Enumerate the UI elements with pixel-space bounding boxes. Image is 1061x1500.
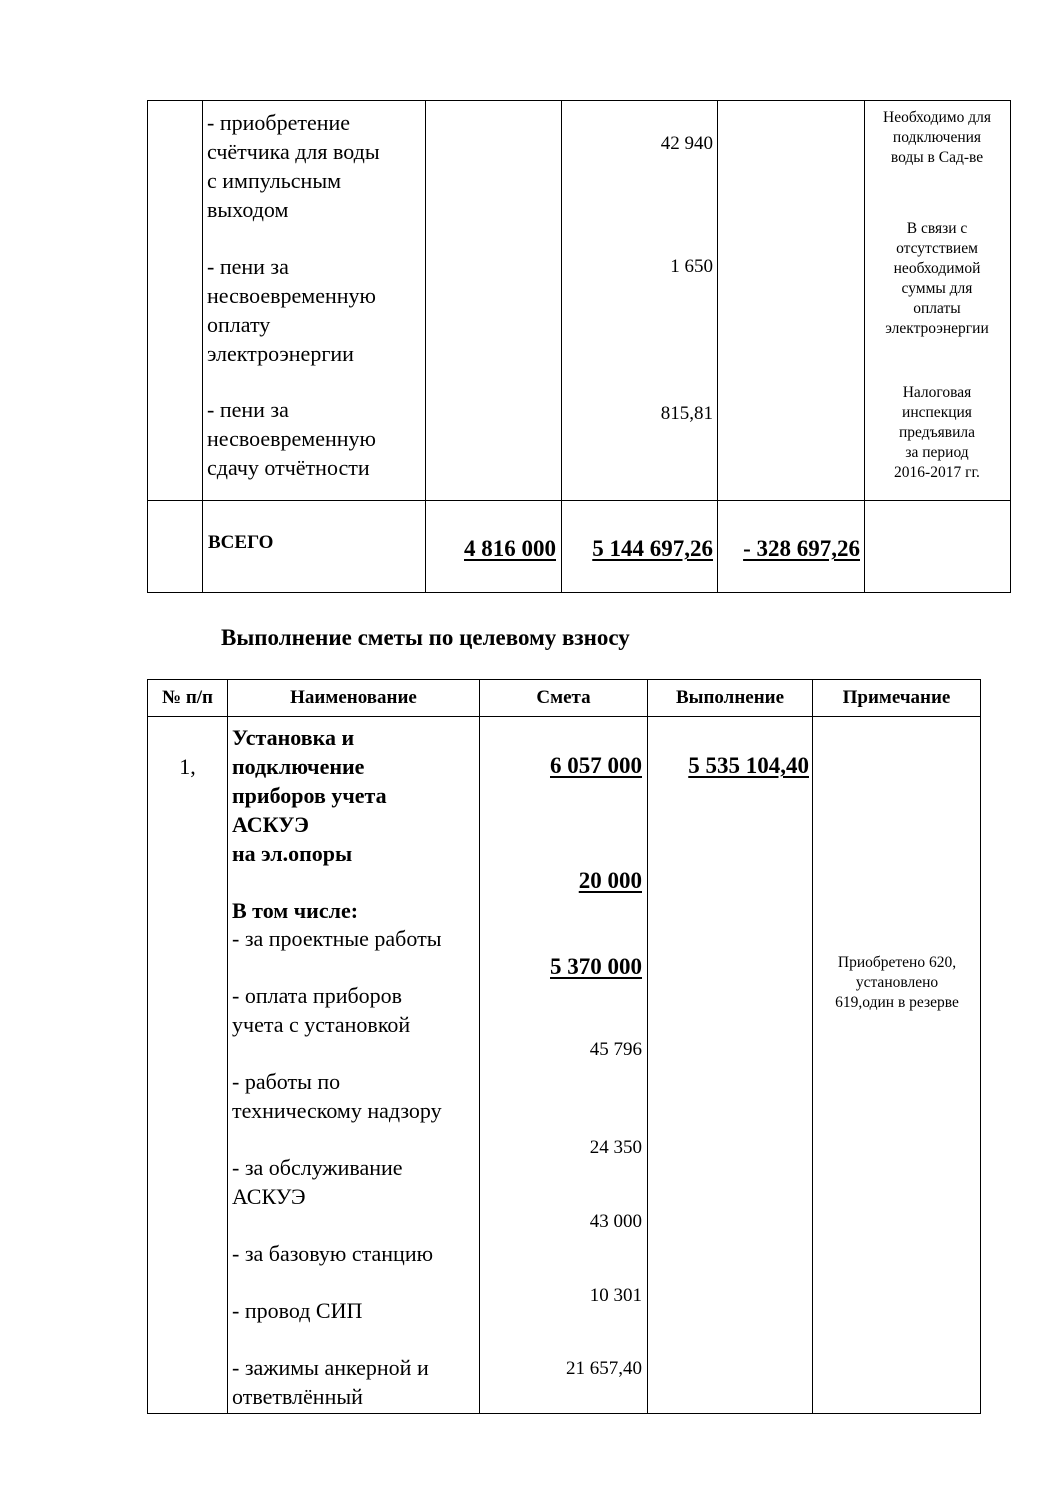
total-plan: 4 816 000 xyxy=(464,536,556,561)
row-number: 1, xyxy=(179,754,196,779)
expense-name-reporting-penalty: - пени за несвоевременную сдачу отчётности xyxy=(207,397,376,480)
header-estimate: Смета xyxy=(536,687,591,708)
subitem-estimate-sip-wire: 10 301 xyxy=(589,1285,642,1306)
subitem-name-clamps: - зажимы анкерной и ответвлённый xyxy=(232,1355,429,1409)
header-num: № п/п xyxy=(161,687,214,708)
expense-note-water-meter: Необходимо для подключения воды в Сад-ве xyxy=(883,109,991,166)
subitem-name-meters: - оплата приборов учета с установкой xyxy=(232,983,411,1037)
subitem-name-design: - за проектные работы xyxy=(232,926,442,951)
expense-name-water-meter: - приобретение счётчика для воды с импульсным выходом xyxy=(207,110,380,222)
expense-note-reporting-penalty: Налоговая инспекция предъявила за период 2016-2017 гг. xyxy=(894,384,980,481)
subitem-name-supervision: - работы по техническому надзору xyxy=(232,1069,442,1123)
subitem-name-base-station: - за базовую станцию xyxy=(232,1241,434,1266)
item-note: Приобретено 620, установлено 619,один в резерве xyxy=(835,954,959,1011)
expense-fact-electricity-penalty: 1 650 xyxy=(670,256,713,277)
header-name: Наименование xyxy=(290,687,417,708)
subitem-estimate-maintenance: 24 350 xyxy=(589,1137,642,1158)
subitem-name-maintenance: - за обслуживание АСКУЭ xyxy=(232,1155,403,1209)
subitem-estimate-design: 20 000 xyxy=(578,868,642,893)
expense-fact-reporting-penalty: 815,81 xyxy=(660,403,713,424)
subitem-estimate-clamps: 21 657,40 xyxy=(566,1358,642,1379)
item-subtitle: В том числе: xyxy=(232,898,359,923)
expense-name-electricity-penalty: - пени за несвоевременную оплату электроэнергии xyxy=(207,254,376,366)
item-execution: 5 535 104,40 xyxy=(688,753,809,778)
header-note: Примечание xyxy=(842,687,951,708)
total-fact: 5 144 697,26 xyxy=(592,536,713,561)
item-title: Установка и подключение приборов учета АСКУЭ на эл.опоры xyxy=(232,725,387,866)
header-execution: Выполнение xyxy=(675,687,785,708)
item-estimate: 6 057 000 xyxy=(550,753,642,778)
subitem-estimate-base-station: 43 000 xyxy=(589,1211,642,1232)
total-label: ВСЕГО xyxy=(208,532,274,553)
expense-note-electricity-penalty: В связи с отсутствием необходимой суммы для оплаты электроэнергии xyxy=(885,220,989,337)
total-difference: - 328 697,26 xyxy=(743,536,860,561)
subitem-estimate-supervision: 45 796 xyxy=(589,1039,642,1060)
section-title: Выполнение сметы по целевому взносу xyxy=(221,625,630,650)
expense-fact-water-meter: 42 940 xyxy=(660,133,713,154)
subitem-name-sip-wire: - провод СИП xyxy=(232,1298,363,1323)
subitem-estimate-meters: 5 370 000 xyxy=(550,954,642,979)
